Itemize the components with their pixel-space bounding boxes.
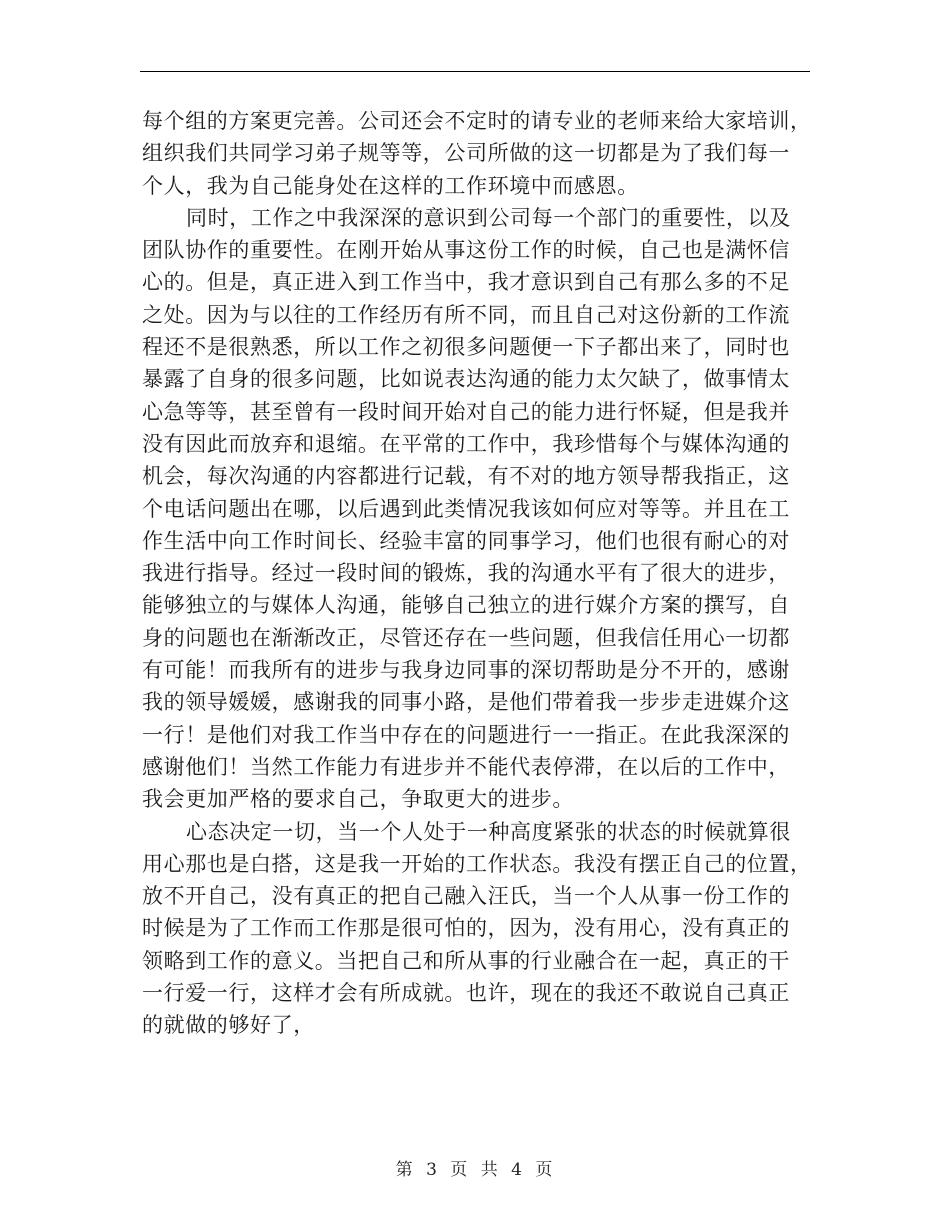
text-line: 用心那也是白搭，这是我一开始的工作状态。我没有摆正自己的位置， [142, 851, 812, 876]
footer-total-pages: 4 [511, 1160, 524, 1180]
footer-suffix: 页 [535, 1160, 555, 1180]
text-line: 有可能！而我所有的进步与我身边同事的深切帮助是分不开的，感谢 [142, 658, 790, 683]
footer-current-page: 3 [426, 1160, 439, 1180]
text-line: 组织我们共同学习弟子规等等，公司所做的这一切都是为了我们每一 [142, 141, 790, 166]
text-line: 一行！是他们对我工作当中存在的问题进行一一指正。在此我深深的 [142, 722, 790, 747]
text-line: 程还不是很熟悉，所以工作之初很多问题便一下子都出来了，同时也 [142, 335, 790, 360]
text-line: 暴露了自身的很多问题，比如说表达沟通的能力太欠缺了，做事情太 [142, 367, 790, 392]
text-line: 身的问题也在渐渐改正，尽管还存在一些问题，但我信任用心一切都 [142, 625, 790, 650]
text-line: 机会，每次沟通的内容都进行记载，有不对的地方领导帮我指正，这 [142, 464, 790, 489]
text-line: 我进行指导。经过一段时间的锻炼，我的沟通水平有了很大的进步， [142, 561, 790, 586]
text-line: 一行爱一行，这样才会有所成就。也许，现在的我还不敢说自己真正 [142, 981, 790, 1006]
header-rule [140, 71, 810, 72]
footer-page-word: 页 [450, 1160, 470, 1180]
text-line: 心态决定一切，当一个人处于一种高度紧张的状态的时候就算很 [186, 819, 791, 844]
text-line: 放不开自己，没有真正的把自己融入汪氏，当一个人从事一份工作的 [142, 884, 790, 909]
footer-prefix: 第 [395, 1160, 415, 1180]
text-line: 心急等等，甚至曾有一段时间开始对自己的能力进行怀疑，但是我并 [142, 399, 790, 424]
text-line: 每个组的方案更完善。公司还会不定时的请专业的老师来给大家培训， [142, 109, 812, 133]
text-line: 个电话问题出在哪，以后遇到此类情况我该如何应对等等。并且在工 [142, 496, 790, 521]
footer-total-word: 共 [480, 1160, 500, 1180]
text-line: 时候是为了工作而工作那是很可怕的，因为，没有用心，没有真正的 [142, 916, 790, 941]
text-line: 没有因此而放弃和退缩。在平常的工作中，我珍惜每个与媒体沟通的 [142, 431, 790, 456]
page-footer [0, 1155, 950, 1180]
text-line: 作生活中向工作时间长、经验丰富的同事学习，他们也很有耐心的对 [142, 528, 790, 553]
text-line: 能够独立的与媒体人沟通，能够自己独立的进行媒介方案的撰写，自 [142, 593, 790, 618]
text-line: 之处。因为与以往的工作经历有所不同，而且自己对这份新的工作流 [142, 302, 790, 327]
text-line: 个人，我为自己能身处在这样的工作环境中而感恩。 [142, 173, 639, 198]
text-line: 心的。但是，真正进入到工作当中，我才意识到自己有那么多的不足 [142, 270, 790, 295]
text-line: 的就做的够好了， [142, 1013, 315, 1038]
text-line: 团队协作的重要性。在刚开始从事这份工作的时候，自己也是满怀信 [142, 238, 790, 263]
document-body [142, 105, 812, 1042]
text-line: 感谢他们！当然工作能力有进步并不能代表停滞，在以后的工作中， [142, 754, 790, 779]
text-line: 我会更加严格的要求自己，争取更大的进步。 [142, 787, 574, 812]
text-line: 同时，工作之中我深深的意识到公司每一个部门的重要性，以及 [186, 205, 791, 230]
text-line: 领略到工作的意义。当把自己和所从事的行业融合在一起，真正的干 [142, 948, 790, 973]
text-line: 我的领导媛媛，感谢我的同事小路，是他们带着我一步步走进媒介这 [142, 690, 790, 715]
